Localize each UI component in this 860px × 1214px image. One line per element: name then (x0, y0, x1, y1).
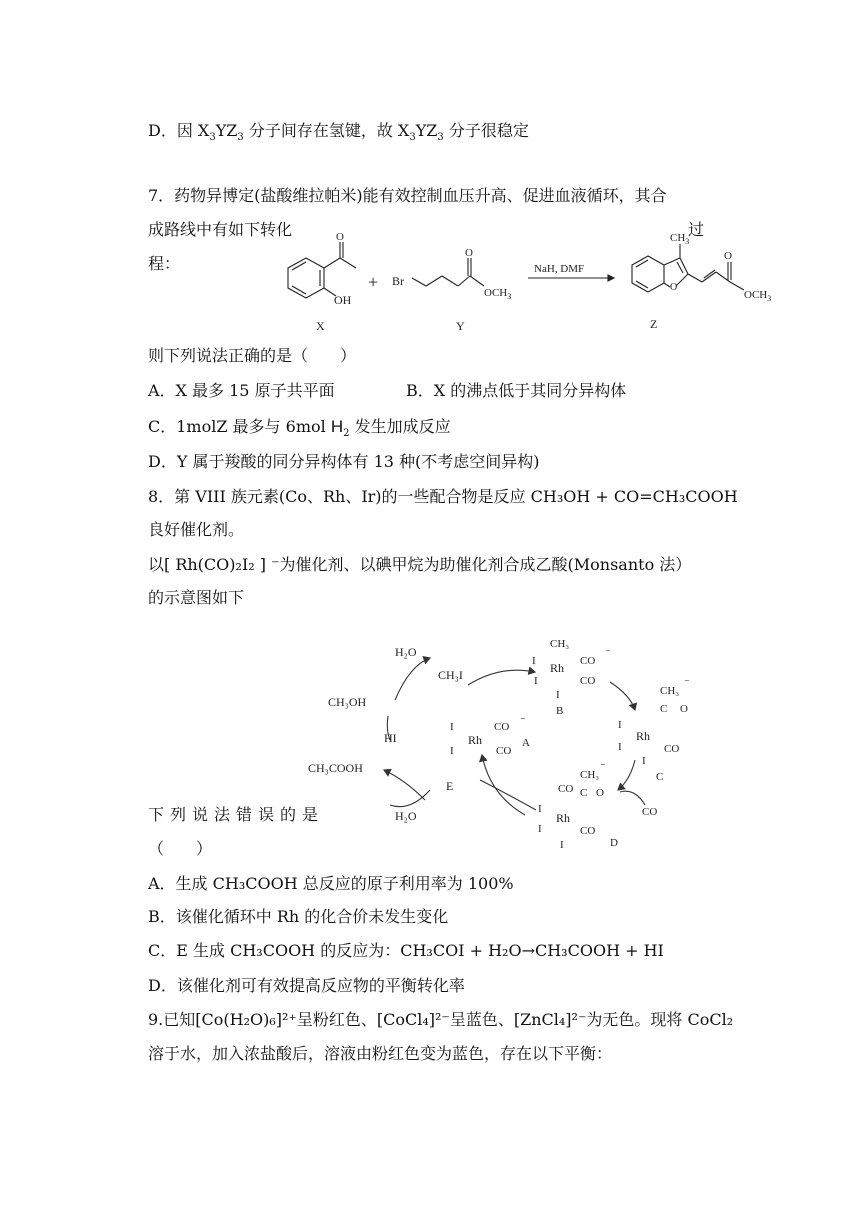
h2o-bottom: H₂O (395, 809, 417, 823)
q8-option-a: A．生成 CH₃COOH 总反应的原子利用率为 100% (148, 874, 514, 893)
x-carbonyl-o: O (336, 231, 344, 243)
q7-option-b: B．X 的沸点低于其同分异构体 (406, 381, 627, 400)
plus-sign: + (368, 272, 379, 292)
q7-stem-line2: 成路线中有如下转化 (148, 220, 293, 239)
svg-text:⁻: ⁻ (520, 715, 526, 727)
svg-text:I: I (618, 719, 622, 731)
label-z: Z (650, 317, 658, 331)
h2o-top: H₂O (395, 645, 417, 659)
label-y: Y (456, 319, 465, 333)
sub: 2 (343, 428, 350, 440)
q8-option-c: C．E 生成 CH₃COOH 的反应为：CH₃COI + H₂O→CH₃COOH + HI (148, 941, 664, 960)
z-ring-o: O (670, 282, 678, 293)
svg-text:A: A (522, 737, 530, 749)
svg-text:CO: CO (496, 745, 512, 757)
svg-text:CO: CO (580, 825, 596, 837)
q8-question-paren: （ ） (148, 839, 213, 858)
svg-text:Rh: Rh (556, 811, 571, 825)
svg-text:O: O (680, 703, 688, 715)
complex-d (538, 761, 618, 851)
complex-b (532, 638, 611, 717)
ch3i-label: CH₃I (438, 668, 463, 682)
sub: 3 (237, 132, 244, 144)
svg-text:C: C (660, 703, 668, 715)
q7-c-h: H (330, 417, 344, 436)
q7-c-part: 发生加成反应 (349, 417, 451, 436)
z-ch3: $CH_3$ (670, 232, 690, 246)
svg-text:Rh: Rh (550, 661, 565, 675)
q7-option-a: A．X 最多 15 原子共平面 (148, 381, 335, 400)
q6-d-part: 分子间存在氢键，故 X (243, 121, 410, 140)
y-och3: $OCH_3$ (484, 287, 512, 301)
svg-text:C: C (580, 787, 588, 799)
svg-text:I: I (556, 689, 560, 701)
q9-stem-line2: 溶于水，加入浓盐酸后，溶液由粉红色变为蓝色，存在以下平衡： (148, 1044, 613, 1063)
ch3oh-label: CH₃OH (328, 695, 367, 709)
y-br-label: Br (392, 274, 404, 288)
x-oh-label: OH (334, 293, 352, 307)
svg-text:CO: CO (580, 655, 596, 667)
q6-d-part: D．因 X (148, 121, 210, 140)
reagent-label: NaH, DMF (534, 263, 585, 275)
svg-text:CO: CO (558, 783, 574, 795)
z-och3: $OCH_3$ (744, 289, 772, 303)
label-x: X (316, 319, 325, 333)
hi-label: HI (384, 731, 397, 745)
q9-stem-line1: 9.已知[Co(H₂O)₆]²⁺呈粉红色、[CoCl₄]²⁻呈蓝色、[ZnCl₄]²⁻为无色。现将 CoCl₂ (148, 1010, 734, 1029)
svg-text:I: I (532, 655, 536, 667)
svg-text:CO: CO (494, 721, 510, 733)
svg-text:CH₃: CH₃ (660, 685, 680, 697)
svg-text:I: I (618, 741, 622, 753)
complex-c (618, 677, 690, 783)
svg-text:CO: CO (580, 675, 596, 687)
svg-text:I: I (538, 803, 542, 815)
q7-stem-line3: 程： (148, 254, 181, 273)
q6-d-part: YZ (215, 121, 238, 140)
svg-text:O: O (596, 787, 604, 799)
svg-text:⁻: ⁻ (600, 761, 606, 773)
z-carbonyl-o: O (724, 250, 732, 262)
q8-question: 下列说法错误的是 (148, 805, 325, 824)
svg-text:CO: CO (664, 743, 680, 755)
q8-option-d: D．该催化剂可有效提高反应物的平衡转化率 (148, 976, 465, 995)
q8-catalytic-cycle (300, 630, 700, 855)
svg-text:D: D (610, 837, 618, 849)
q6-d-part: YZ (415, 121, 438, 140)
q8-stem-line4: 的示意图如下 (148, 588, 245, 607)
svg-text:Rh: Rh (636, 729, 651, 743)
svg-text:I: I (642, 755, 646, 767)
q7-stem-line1: 7．药物异博定(盐酸维拉帕米)能有效控制血压升高、促进血液循环，其合 (148, 186, 667, 205)
co-incoming: CO (642, 806, 658, 818)
svg-text:C: C (656, 771, 664, 783)
q7-option-d: D．Y 属于羧酸的同分异构体有 13 种(不考虑空间异构) (148, 452, 540, 471)
q8-stem-line2: 良好催化剂。 (148, 520, 245, 539)
svg-text:I: I (534, 675, 538, 687)
svg-text:I: I (450, 721, 454, 733)
svg-text:⁻: ⁻ (605, 647, 611, 659)
q7-option-c (148, 416, 451, 438)
complex-a (450, 715, 530, 757)
q7-c-part: C．1molZ 最多与 6mol (148, 417, 331, 436)
svg-text:I: I (538, 823, 542, 835)
svg-text:I: I (560, 839, 564, 851)
svg-text:I: I (450, 745, 454, 757)
q8-option-b: B．该催化循环中 Rh 的化合价未发生变化 (148, 907, 449, 926)
sub: 3 (409, 132, 416, 144)
q6-d-part: 分子很稳定 (443, 121, 529, 140)
q8-stem-line1: 8．第 VIII 族元素(Co、Rh、Ir)的一些配合物是反应 CH₃OH + CO=CH₃COOH (148, 487, 738, 506)
sub: 3 (437, 132, 444, 144)
q7-stem-line2-end: 过 (688, 220, 705, 239)
svg-text:B: B (556, 705, 564, 717)
q7-question: 则下列说法正确的是（ ） (148, 346, 357, 365)
y-carbonyl-o: O (465, 247, 473, 259)
q8-stem-line3: 以[ Rh(CO)₂I₂ ] ⁻为催化剂、以碘甲烷为助催化剂合成乙酸(Monsanto 法） (148, 555, 692, 574)
svg-text:Rh: Rh (468, 733, 483, 747)
q6-option-d (148, 120, 529, 142)
svg-text:CH₃: CH₃ (580, 769, 600, 781)
sub: 3 (209, 132, 216, 144)
ch3cooh-label: CH₃COOH (308, 761, 363, 775)
svg-text:⁻: ⁻ (684, 677, 690, 689)
svg-text:CH₃: CH₃ (550, 638, 570, 650)
q7-reaction-scheme (270, 228, 790, 338)
e-label: E (446, 779, 454, 793)
